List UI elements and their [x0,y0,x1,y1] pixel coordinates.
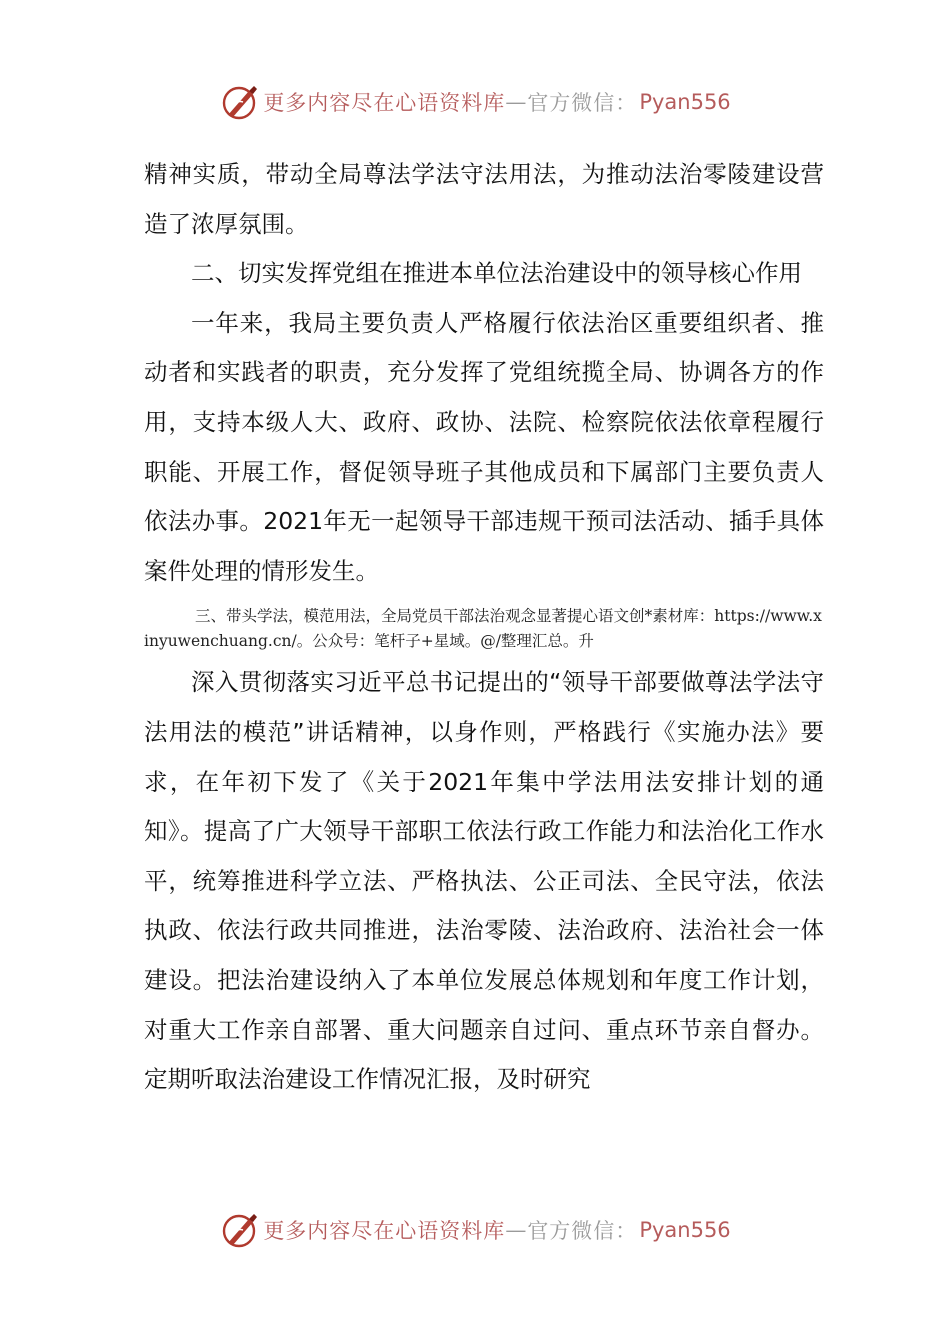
banner-contact-label: 官方微信： [527,1219,638,1243]
document-body [144,150,824,1105]
banner-site-text: 更多内容尽在心语资料库 [263,1219,506,1243]
section-heading-2: 二、切实发挥党组在推进本单位法治建设中的领导核心作用 [191,259,802,288]
paragraph-continued: 精神实质，带动全局尊法学法守法用法，为推动法治零陵建设营造了浓厚氛围。 [144,160,824,238]
paragraph-study-law: 深入贯彻落实习近平总书记提出的“领导干部要做尊法学法守法用法的模范”讲话精神，以身作则，严格践行《实施办法》要求，在年初下发了《关于2021年集中学法用法安排计划的通知》。提高了广大领导干部职工依法行政工作能力和法治化工作水平，统筹推进科学立法、严格执法、公正司法、全民守法，依法执政、依法行政共同推进，法治零陵、法治政府、法治社会一体建设。把法治建设纳入了本单位发展总体规划和年度工作计划，对重大工作亲自部署、重大问题亲自过问、重点环节亲自督办。定期听取法治建设工作情况汇报，及时研究 [144,668,824,1094]
banner-site-text: 更多内容尽在心语资料库 [263,91,506,115]
banner-contact-label: 官方微信： [527,91,638,115]
pen-circle-logo-icon [219,1210,259,1250]
banner-separator: — [505,1218,528,1242]
section-heading-3-small: 三、带头学法，模范用法，全局党员干部法治观念显著提心语文创*素材库：https://www.xinyuwenchuang.cn/。公众号：笔杆子+星域。@/整理汇总。升 [144,607,822,651]
header-banner [0,80,950,124]
pen-circle-logo-icon [219,82,259,122]
banner-separator: — [505,90,528,114]
footer-banner [0,1208,950,1252]
banner-contact-id: Pyan556 [639,90,731,114]
paragraph-leadership: 一年来，我局主要负责人严格履行依法治区重要组织者、推动者和实践者的职责，充分发挥了党组统揽全局、协调各方的作用，支持本级人大、政府、政协、法院、检察院依法依章程履行职能、开展工作，督促领导班子其他成员和下属部门主要负责人依法办事。2021年无一起领导干部违规干预司法活动、插手具体案件处理的情形发生。 [144,308,824,585]
banner-contact-id: Pyan556 [639,1218,731,1242]
